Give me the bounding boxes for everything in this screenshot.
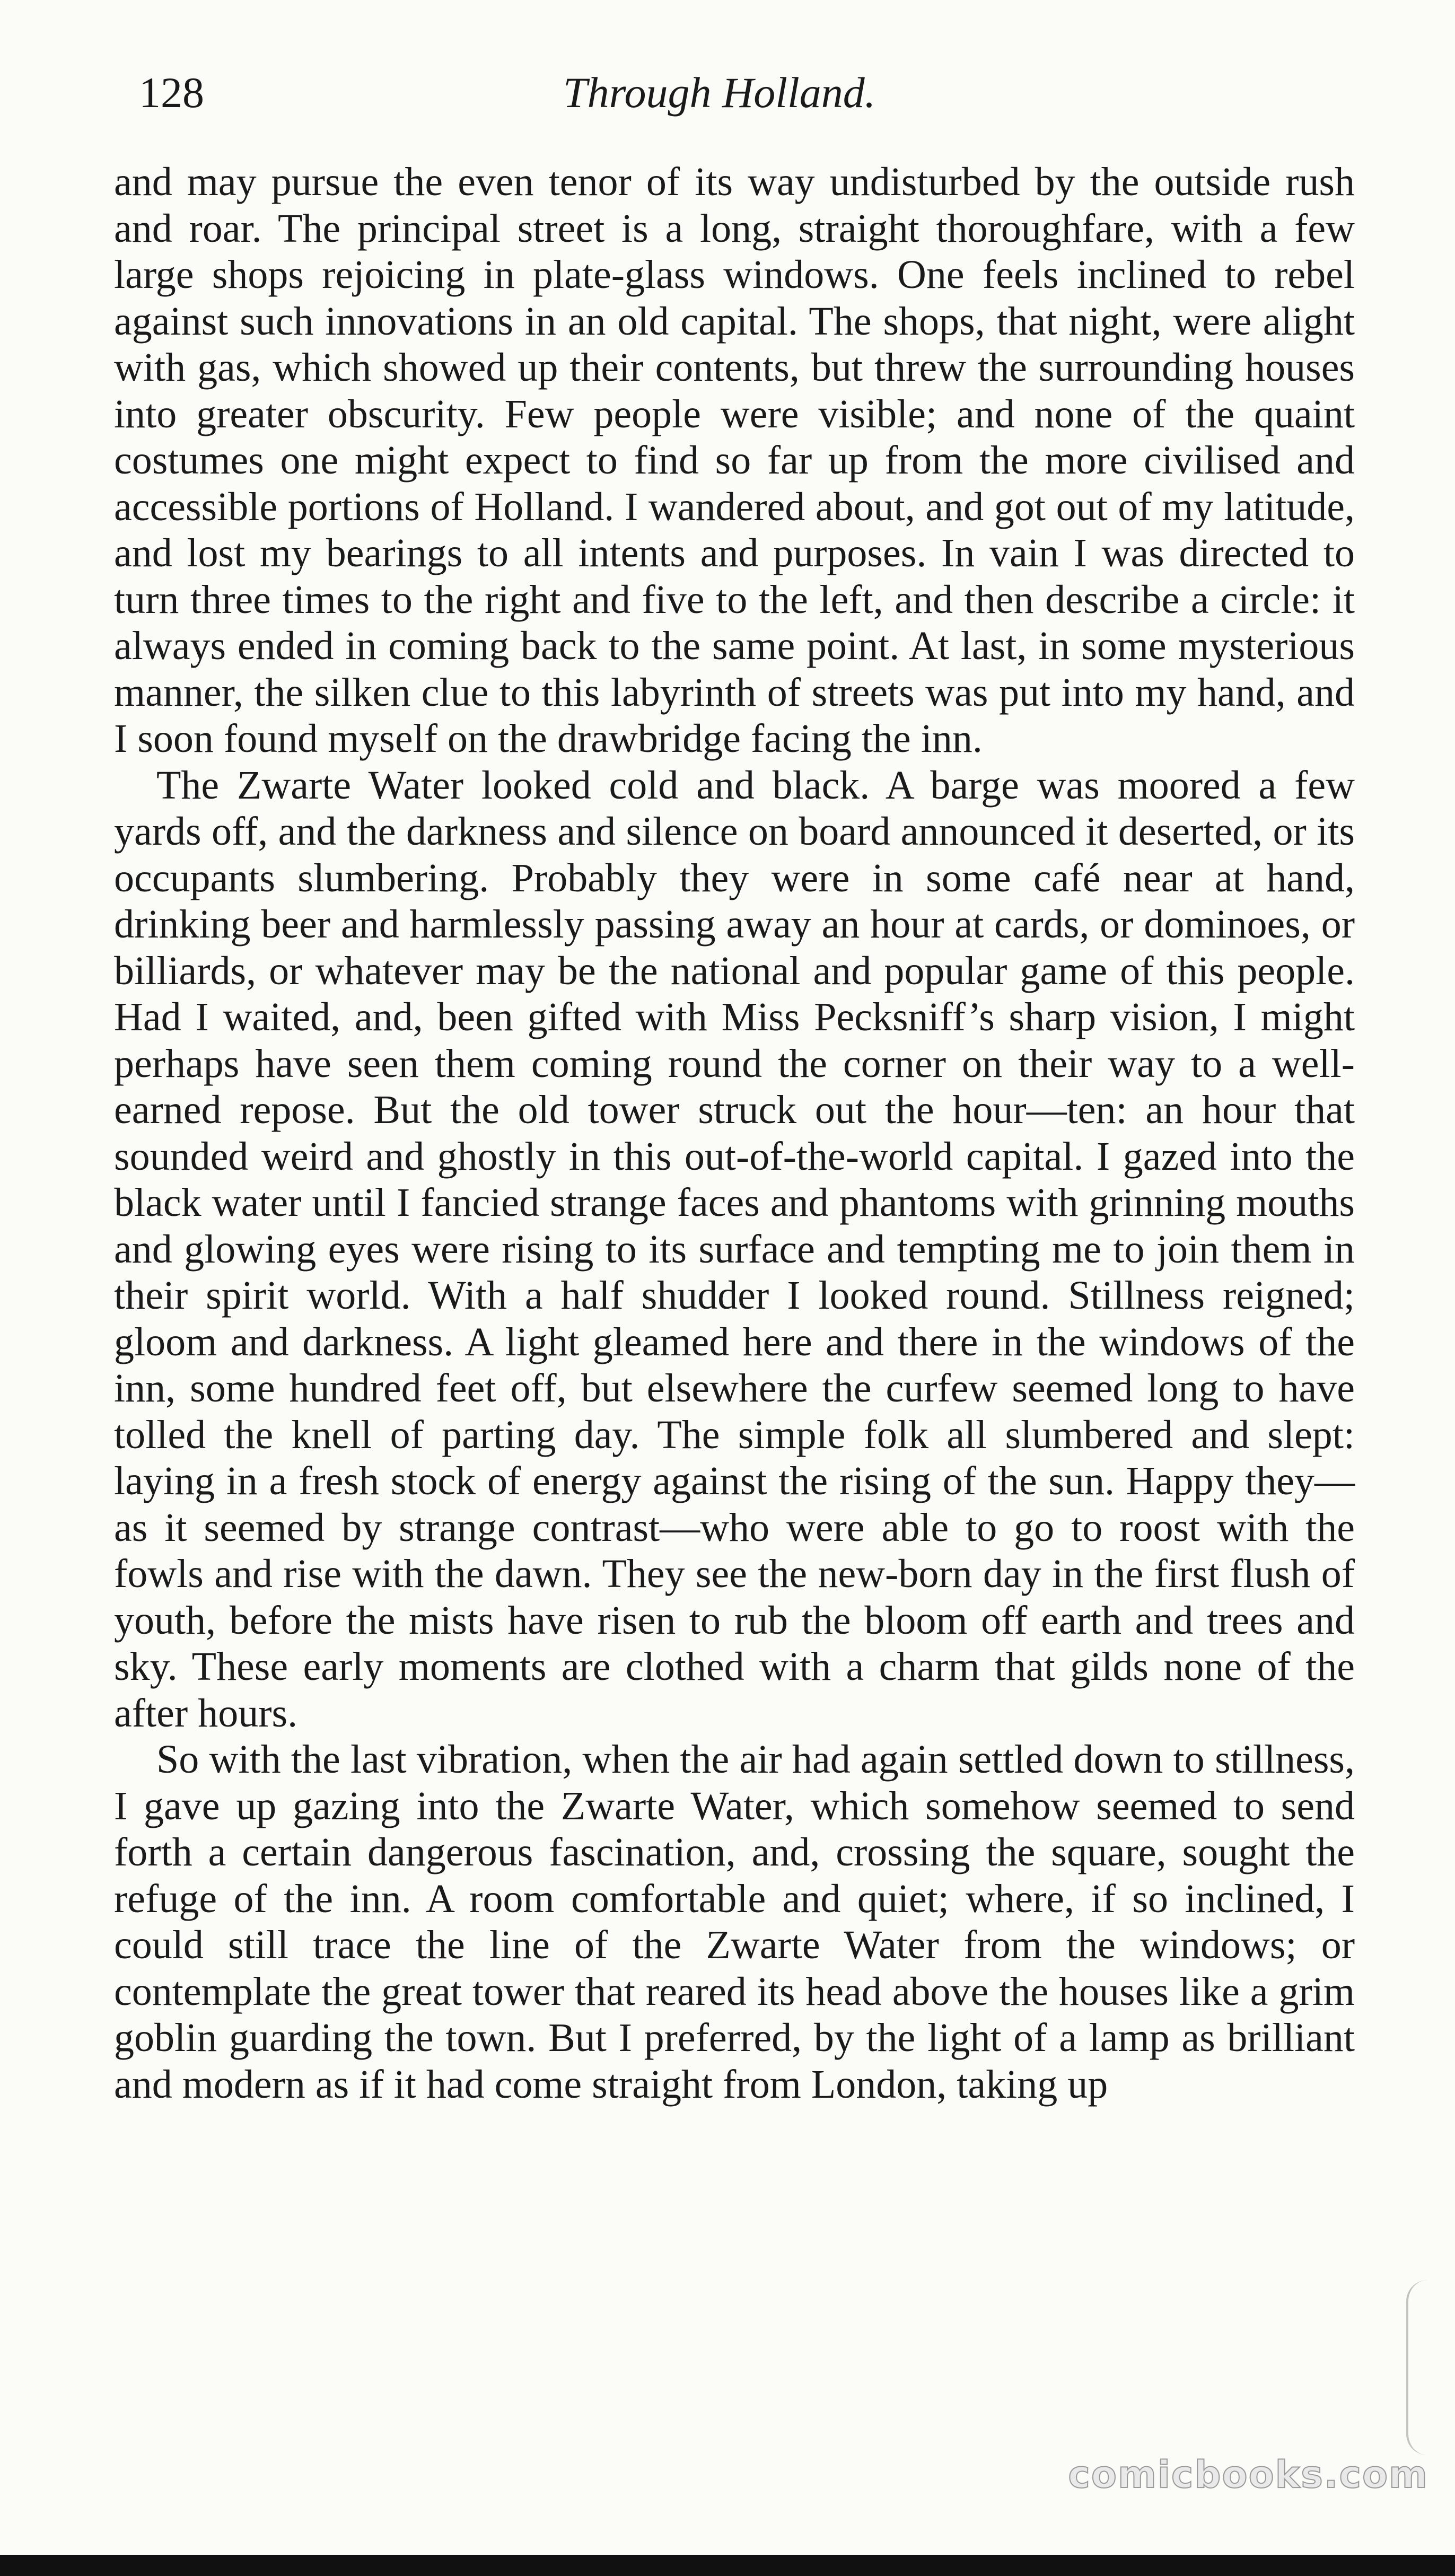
paragraph: So with the last vibration, when the air had again settled down to stillness, I gave up gazing into the Zwarte Water, which somehow seemed to send forth a certain dangerous fascination, and, crossing the square, sought the refuge of the inn. A room comfortable and quiet; where, if so inclined, I could still trace the line of the Zwarte Water from the windows; or contemplate the great tower that reared its head above the houses like a grim goblin guarding the town. But I preferred, by the light of a lamp as brilliant and modern as if it had come straight from London, taking up [114,1737,1355,2107]
page-number: 128 [139,68,204,117]
paragraph: and may pursue the even tenor of its way undisturbed by the outside rush and roar. The principal street is a long, straight thoroughfare, with a few large shops rejoicing in plate-glass windows. One feels inclined to rebel against such innovations in an old capital. The shops, that night, were alight with gas, which showed up their contents, but threw the surrounding houses into greater obscurity. Few people were visible; and none of the quaint costumes one might expect to find so far up from the more civilised and accessible portions of Holland. I wandered about, and got out of my latitude, and lost my bearings to all intents and purposes. In vain I was directed to turn three times to the right and five to the left, and then describe a circle: it always ended in coming back to the same point. At last, in some mysterious manner, the silken clue to this labyrinth of streets was put into my hand, and I soon found myself on the drawbridge facing the inn. [114,160,1355,761]
running-title: Through Holland. [563,68,876,117]
page-header [139,64,1337,127]
paragraph: The Zwarte Water looked cold and black. A barge was moored a few yards off, and the darkness and silence on board announced it deserted, or its occupants slumbering. Probably they were in some café near at hand, drinking beer and harmlessly passing away an hour at cards, or dominoes, or billiards, or whatever may be the national and popular game of this people. Had I waited, and, been gifted with Miss Pecksniff’s sharp vision, I might perhaps have seen them coming round the corner on their way to a well-earned repose. But the old tower struck out the hour—ten: an hour that sounded weird and ghostly in this out-of-the-world capital. I gazed into the black water until I fancied strange faces and phantoms with grinning mouths and glowing eyes were rising to its surface and tempting me to join them in their spirit world. With a half shudder I looked round. Stillness reigned; gloom and darkness. A light gleamed here and there in the windows of the inn, some hundred feet off, but elsewhere the curfew seemed long to have tolled the knell of parting day. The simple folk all slumbered and slept: laying in a fresh stock of energy against the rising of the sun. Happy they—as it seemed by strange contrast—who were able to go to roost with the fowls and rise with the dawn. They see the new-born day in the first flush of youth, before the mists have risen to rub the bloom off earth and trees and sky. These early moments are clothed with a charm that gilds none of the after hours. [114,763,1355,1736]
page-edge-mark [1406,2280,1430,2455]
scan-border [0,2555,1455,2576]
body-text [114,159,1355,2108]
watermark: comicbooks.com [1068,2453,1428,2496]
